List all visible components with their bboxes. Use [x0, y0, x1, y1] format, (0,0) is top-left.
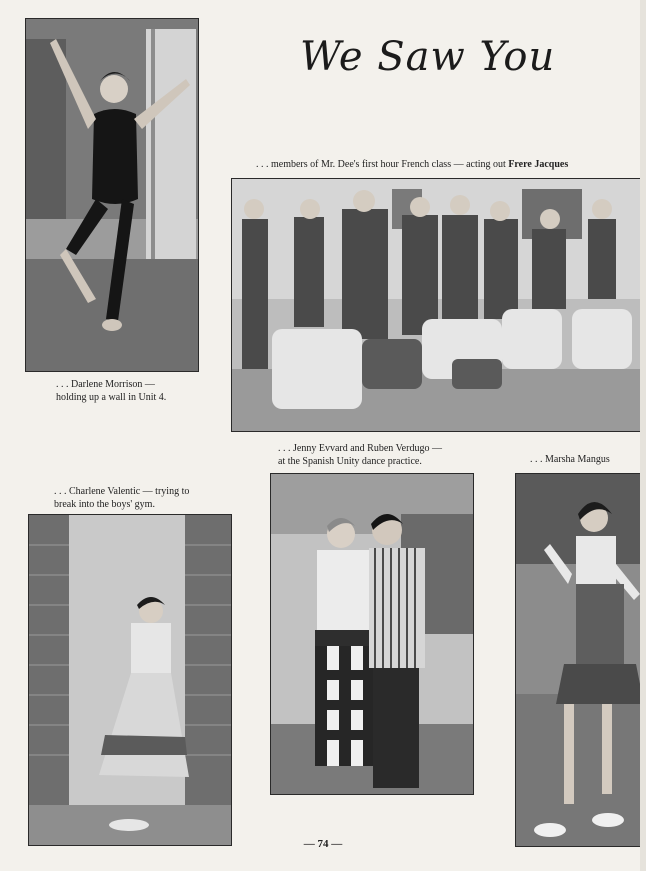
caption-darlene-line1: . . . Darlene Morrison — — [56, 379, 155, 390]
page-number: — 74 — — [303, 838, 343, 850]
page-title: We Saw You — [300, 34, 556, 80]
page-spine-edge — [640, 0, 646, 871]
photo-darlene-morrison — [25, 18, 199, 372]
photo-charlene-valentic — [28, 514, 232, 846]
caption-french-class — [256, 158, 636, 171]
caption-marsha — [530, 453, 640, 466]
caption-darlene-line2: holding up a wall in Unit 4. — [56, 392, 167, 403]
caption-jenny-line1: . . . Jenny Evvard and Ruben Verdugo — — [278, 443, 442, 454]
caption-charlene-line2: break into the boys' gym. — [54, 499, 155, 510]
caption-darlene — [56, 378, 206, 404]
photo-marsha-mangus — [515, 473, 645, 847]
photo-jenny-ruben-dance — [270, 473, 474, 795]
photo-french-class — [231, 178, 645, 432]
caption-jenny-line2: at the Spanish Unity dance practice. — [278, 456, 422, 467]
caption-jenny-ruben — [278, 442, 508, 468]
caption-marsha-line: . . . Marsha Mangus — [530, 454, 610, 465]
caption-french-prefix: . . . members of Mr. Dee's first hour French class — acting out — [256, 159, 506, 170]
caption-charlene — [54, 485, 244, 511]
caption-charlene-line1: . . . Charlene Valentic — trying to — [54, 486, 190, 497]
caption-french-song: Frere Jacques — [508, 159, 569, 170]
